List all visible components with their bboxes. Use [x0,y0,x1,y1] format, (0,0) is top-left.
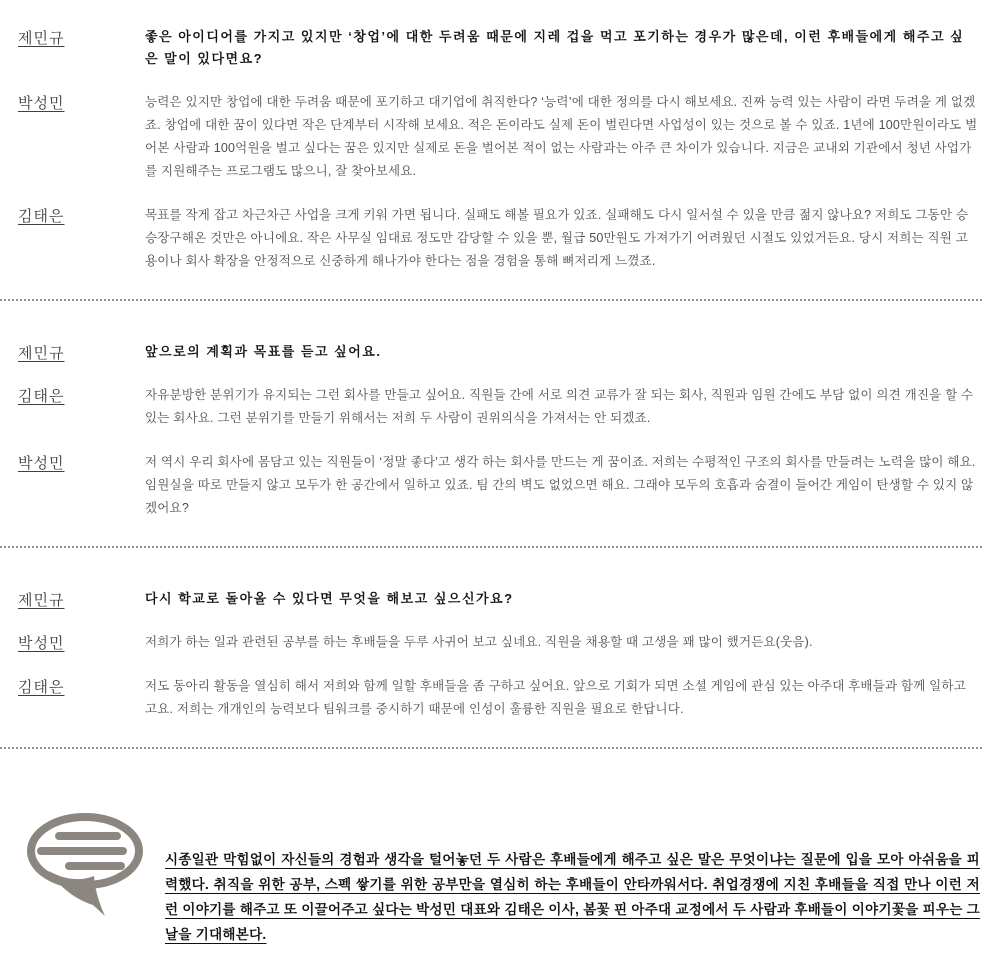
speaker-name-cell [0,91,145,113]
speaker-name: 제민규 [18,345,65,362]
interview-entry [0,204,982,273]
qa-section-2 [0,341,982,520]
interview-entry [0,451,982,520]
closing-note [0,789,982,947]
interview-entry [0,91,982,183]
answer-text: 능력은 있지만 창업에 대한 두려움 때문에 포기하고 대기업에 취직한다? ‘능력’에 대한 정의를 다시 해보세요. 진짜 능력 있는 사람이 라면 두려울 게 없겠죠. 창업에 대한 꿈이 있다면 작은 단계부터 시작해 보세요. 적은 돈이라도 실제 돈이 벌린다면 사업성이 있는 것으로 볼 수 있죠. 1년에 100만원이라도 벌어본 사람과 100억원을 벌고 싶다는 꿈은 있지만 실제로 돈을 벌어본 적이 없는 사람과는 아주 큰 차이가 있습니다. 지금은 교내외 기관에서 청년 사업가를 지원해주는 프로그램도 많으니, 잘 찾아보세요. [145,95,978,178]
section-divider [0,546,982,548]
speaker-name: 김태은 [18,388,65,405]
interview-entry [0,675,982,721]
answer-text: 저도 동아리 활동을 열심히 해서 저희와 함께 일할 후배들을 좀 구하고 싶어요. 앞으로 기회가 되면 소셜 게임에 관심 있는 아주대 후배들과 함께 일하고 고요. 저희는 개개인의 능력보다 팀워크를 중시하기 때문에 인성이 훌륭한 직원을 필요로 한답니다. [145,679,966,716]
speaker-name: 김태은 [18,679,65,696]
speaker-name: 제민규 [18,30,65,47]
interview-entry [0,588,982,610]
speaker-name-cell [0,26,145,48]
question-text: 다시 학교로 돌아올 수 있다면 무엇을 해보고 싶으신가요? [145,591,514,606]
speech-bubble-icon [25,813,145,919]
question-text: 앞으로의 계획과 목표를 듣고 싶어요. [145,344,382,359]
closing-text: 시종일관 막힘없이 자신들의 경험과 생각을 털어놓던 두 사람은 후배들에게 해주고 싶은 말은 무엇이냐는 질문에 입을 모아 아쉬움을 피력했다. 취직을 위한 공부, 스펙 쌓기를 위한 공부만을 열심히 하는 후배들이 안타까워서다. 취업경쟁에 지친 후배들을 직접 만나 이런 저런 이야기를 해주고 또 이끌어주고 싶다는 박성민 대표와 김태은 이사, 봄꽃 핀 아주대 교정에서 두 사람과 후배들이 이야기꽃을 피우는 그날을 기대해본다. [165,852,980,942]
section-divider [0,299,982,301]
speaker-name: 김태은 [18,208,65,225]
speaker-name-cell [0,675,145,697]
speaker-name: 제민규 [18,592,65,609]
speaker-name-cell [0,341,145,363]
speaker-name-cell [0,204,145,226]
qa-section-1 [0,26,982,273]
speaker-name-cell [0,631,145,653]
answer-text: 저희가 하는 일과 관련된 공부를 하는 후배들을 두루 사귀어 보고 싶네요. 직원을 채용할 때 고생을 꽤 많이 했거든요(웃음). [145,635,813,649]
section-divider [0,747,982,749]
interview-entry [0,26,982,70]
answer-text: 자유분방한 분위기가 유지되는 그런 회사를 만들고 싶어요. 직원들 간에 서로 의견 교류가 잘 되는 회사, 직원과 임원 간에도 부담 없이 의견 개진을 할 수 있는 회사요. 그런 분위기를 만들기 위해서는 저희 두 사람이 권위의식을 가져서는 안 되겠죠. [145,388,974,425]
speaker-name-cell [0,384,145,406]
speaker-name: 박성민 [18,455,65,472]
question-text: 좋은 아이디어를 가지고 있지만 ‘창업’에 대한 두려움 때문에 지레 겁을 먹고 포기하는 경우가 많은데, 이런 후배들에게 해주고 싶은 말이 있다면요? [145,29,965,66]
answer-text: 저 역시 우리 회사에 몸담고 있는 직원들이 ‘정말 좋다’고 생각 하는 회사를 만드는 게 꿈이죠. 저희는 수평적인 구조의 회사를 만들려는 노력을 많이 해요. 임원실을 따로 만들지 않고 모두가 한 공간에서 일하고 있죠. 팀 간의 벽도 없었으면 해요. 그래야 모두의 호흡과 숨결이 들어간 게임이 탄생할 수 있지 않겠어요? [145,455,976,515]
qa-section-3 [0,588,982,721]
closing-text-wrap [145,813,982,947]
interview-entry [0,341,982,363]
speaker-name-cell [0,451,145,473]
speaker-name: 박성민 [18,95,65,112]
speaker-name-cell [0,588,145,610]
answer-text: 목표를 작게 잡고 차근차근 사업을 크게 키워 가면 됩니다. 실패도 해볼 필요가 있죠. 실패해도 다시 일서설 수 있을 만큼 젊지 않나요? 저희도 그동안 승승장구해온 것만은 아니에요. 작은 사무실 임대료 정도만 감당할 수 있을 뿐, 월급 50만원도 가져가기 어려웠던 시절도 있었거든요. 당시 저희는 직원 고용이나 회사 확장을 안정적으로 신중하게 해나가야 한다는 점을 경험을 통해 뼈저리게 느꼈죠. [145,208,969,268]
speaker-name: 박성민 [18,635,65,652]
interview-entry [0,384,982,430]
interview-entry [0,631,982,654]
